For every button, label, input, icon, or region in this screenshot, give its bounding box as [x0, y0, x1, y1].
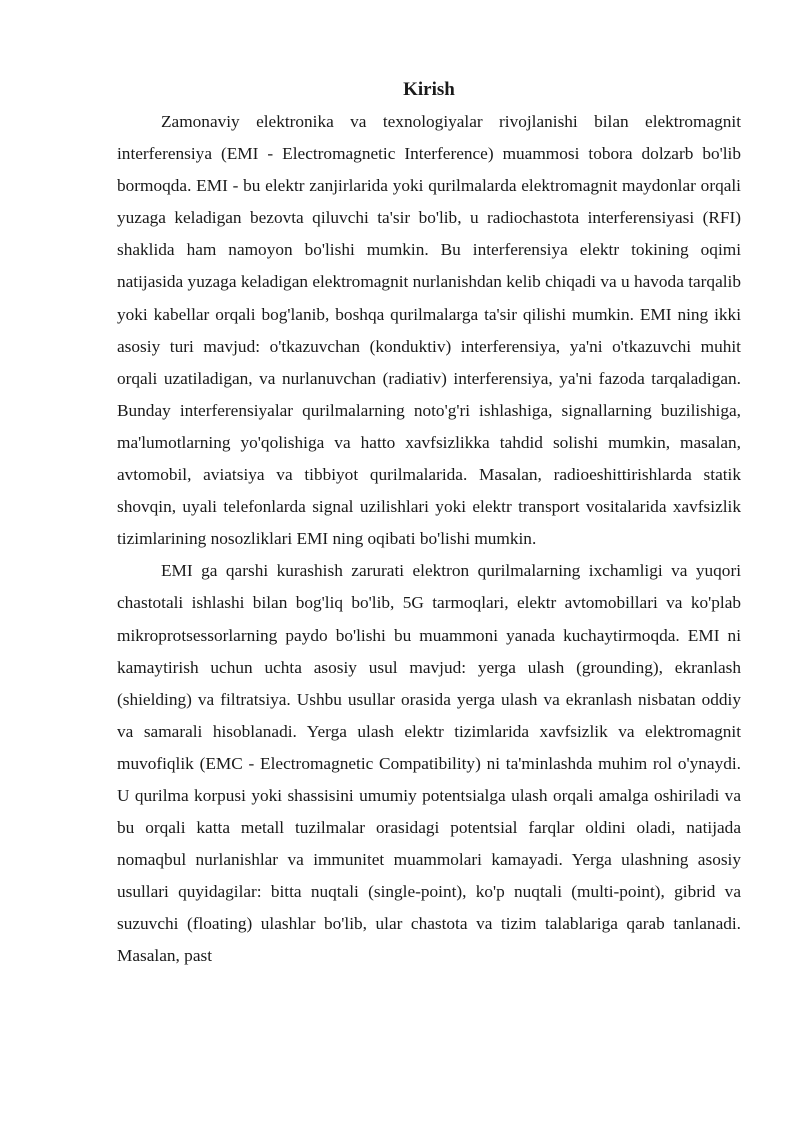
document-title: Kirish [403, 79, 455, 100]
document-page [117, 74, 741, 973]
paragraph-2: EMI ga qarshi kurashish zarurati elektron qurilmalarning ixchamligi va yuqori chastotali ishlashi bilan bog'liq bo'lib, 5G tarmoqlari, elektr avtomobillari va ko'plab mikroprotsessorlarning paydo bo'lishi bu muammoni yanada kuchaytirmoqda. EMI ni kamaytirish uchun uchta asosiy usul mavjud: yerga ulash (grounding), ekranlash (shielding) va filtratsiya. Ushbu usullar orasida yerga ulash va ekranlash nisbatan oddiy va samarali hisoblanadi. Yerga ulash elektr tizimlarida xavfsizlik va elektromagnit muvofiqlik (EMC - Electromagnetic Compatibility) ni ta'minlashda muhim rol o'ynaydi. U qurilma korpusi yoki shassisini umumiy potentsialga ulash orqali amalga oshiriladi va bu orqali katta metall tuzilmalar orasidagi potentsial farqlar oldini oladi, natijada nomaqbul nurlanishlar va immunitet muammolari kamayadi. Yerga ulashning asosiy usullari quyidagilar: bitta nuqtali (single-point), ko'p nuqtali (multi-point), gibrid va suzuvchi (floating) ulashlar bo'lib, ular chastota va tizim talablariga qarab tanlanadi. Masalan, past [117, 561, 741, 966]
paragraph-1: Zamonaviy elektronika va texnologiyalar rivojlanishi bilan elektromagnit interferensiya (EMI - Electromagnetic Interference) muammosi tobora dolzarb bo'lib bormoqda. EMI - bu elektr zanjirlarida yoki qurilmalarda elektromagnit maydonlar orqali yuzaga keladigan bezovta qiluvchi ta'sir bo'lib, u radiochastota interferensiyasi (RFI) shaklida ham namoyon bo'lishi mumkin. Bu interferensiya elektr tokining oqimi natijasida yuzaga keladigan elektromagnit nurlanishdan kelib chiqadi va u havoda tarqalib yoki kabellar orqali bog'lanib, boshqa qurilmalarga ta'sir qilishi mumkin. EMI ning ikki asosiy turi mavjud: o'tkazuvchan (konduktiv) interferensiya, ya'ni o'tkazuvchi muhit orqali uzatiladigan, va nurlanuvchan (radiativ) interferensiya, ya'ni fazoda tarqaladigan. Bunday interferensiyalar qurilmalarning noto'g'ri ishlashiga, signallarning buzilishiga, ma'lumotlarning yo'qolishiga va hatto xavfsizlikka tahdid solishi mumkin, masalan, avtomobil, aviatsiya va tibbiyot qurilmalarida. Masalan, radioeshittirishlarda statik shovqin, uyali telefonlarda signal uzilishlari yoki elektr transport vositalarida xavfsizlik tizimlarining nosozliklari EMI ning oqibati bo'lishi mumkin. [117, 112, 741, 549]
